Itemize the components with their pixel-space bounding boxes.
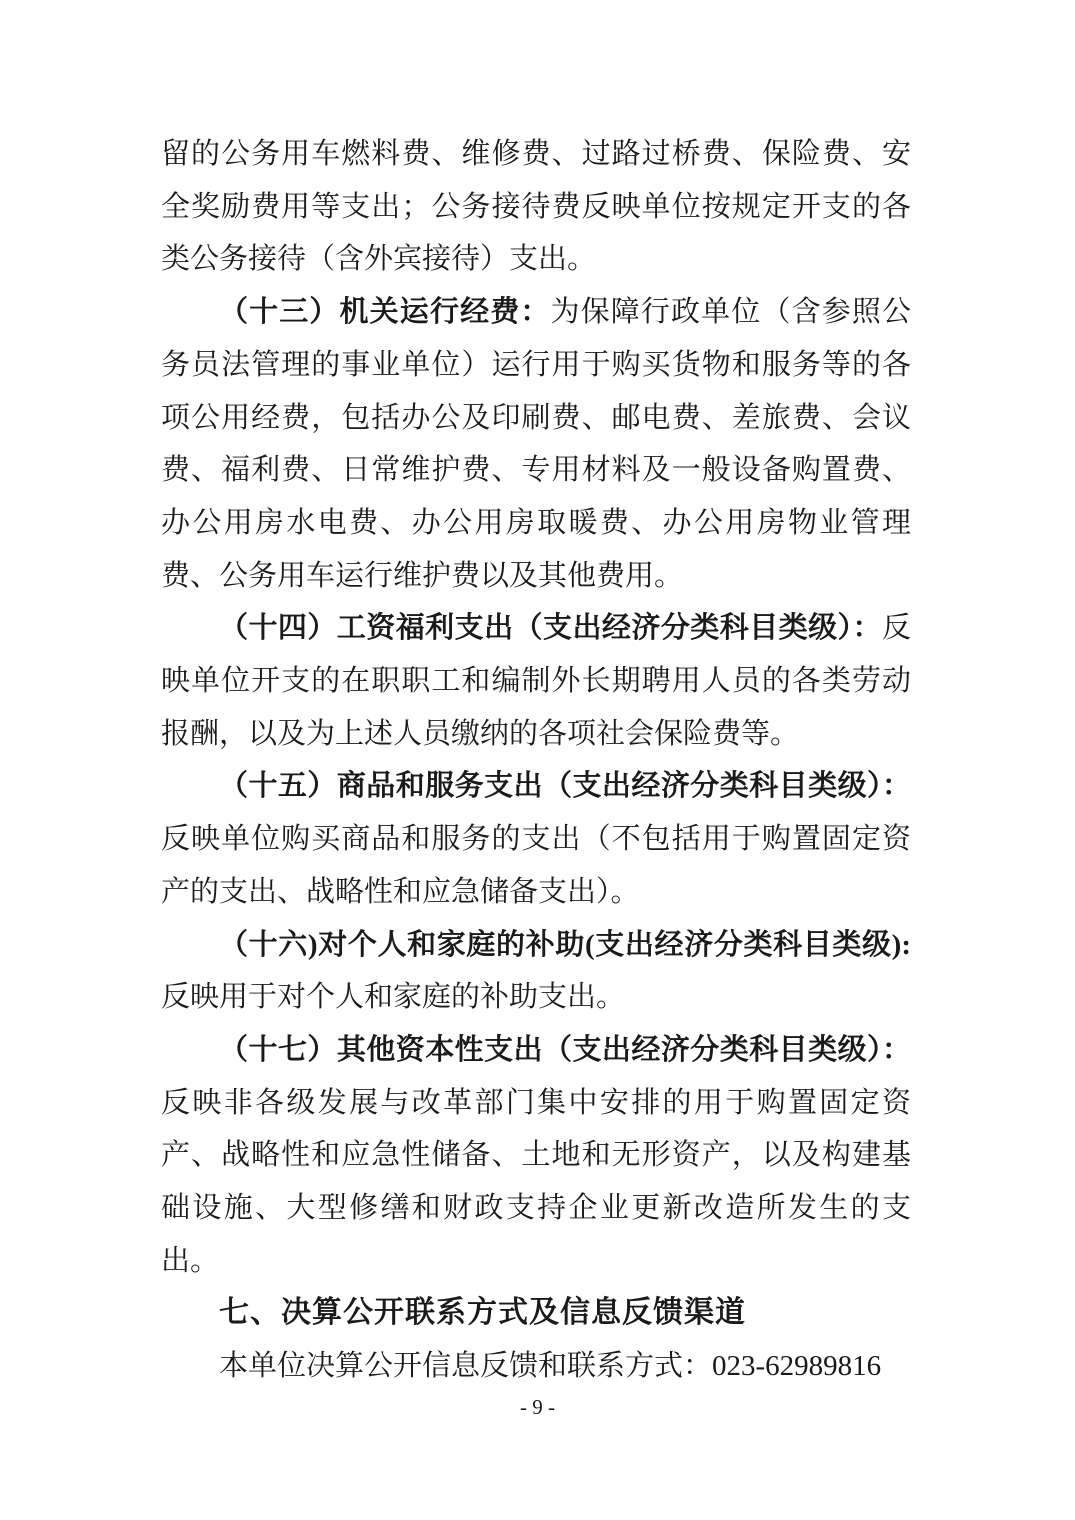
paragraphs bbox=[161, 128, 911, 1287]
paragraph-lead: （十七）其他资本性支出（支出经济分类科目类级）： bbox=[219, 1033, 911, 1066]
paragraph-text: 反映用于对个人和家庭的补助支出。 bbox=[161, 981, 626, 1014]
paragraph bbox=[161, 602, 911, 760]
paragraph-text: 反映单位开支的在职职工和编制外长期聘用人员的各类劳动报酬，以及为上述人员缴纳的各项社会保险费等。 bbox=[161, 612, 911, 750]
paragraph-lead: （十四）工资福利支出（支出经济分类科目类级）： bbox=[219, 612, 882, 645]
page-number: - 9 - bbox=[520, 1395, 555, 1419]
paragraph bbox=[161, 1024, 911, 1288]
paragraph-text: 为保障行政单位（含参照公务员法管理的事业单位）运行用于购买货物和服务等的各项公用经费，包括办公及印刷费、邮电费、差旅费、会议费、福利费、日常维护费、专用材料及一般设备购置费、办公用房水电费、办公用房取暖费、办公用房物业管理费、公务用车运行维护费以及其他费用。 bbox=[161, 296, 911, 592]
paragraph bbox=[161, 128, 911, 286]
paragraph-lead: （十六)对个人和家庭的补助(支出经济分类科目类级): bbox=[219, 928, 911, 961]
paragraph-text: 反映非各级发展与改革部门集中安排的用于购置固定资产、战略性和应急性储备、土地和无形资产，以及构建基础设施、大型修缮和财政支持企业更新改造所发生的支出。 bbox=[161, 1086, 911, 1277]
paragraph-lead: （十三）机关运行经费： bbox=[219, 296, 551, 329]
paragraph-text: 反映单位购买商品和服务的支出（不包括用于购置固定资产的支出、战略性和应急储备支出）。 bbox=[161, 823, 911, 908]
paragraph bbox=[161, 760, 911, 918]
paragraph-lead: （十五）商品和服务支出（支出经济分类科目类级）： bbox=[219, 770, 911, 803]
contact-line: 本单位决算公开信息反馈和联系方式：023-62989816 bbox=[219, 1350, 882, 1383]
document-body bbox=[161, 128, 911, 1393]
section-heading: 七、决算公开联系方式及信息反馈渠道 bbox=[219, 1296, 746, 1330]
paragraph-text: 留的公务用车燃料费、维修费、过路过桥费、保险费、安全奖励费用等支出；公务接待费反映单位按规定开支的各类公务接待（含外宾接待）支出。 bbox=[161, 138, 911, 276]
paragraph bbox=[161, 919, 911, 1024]
paragraph bbox=[161, 286, 911, 602]
